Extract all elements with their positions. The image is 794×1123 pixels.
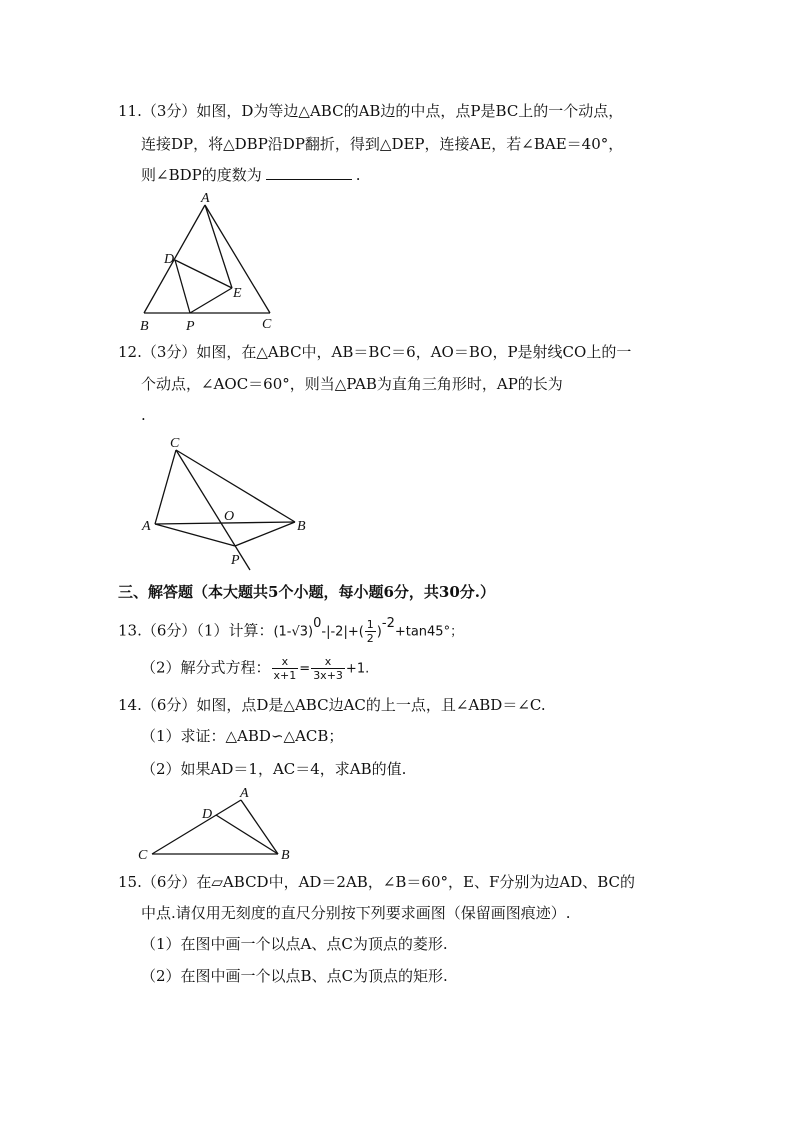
q11-label-a: A xyxy=(201,191,210,206)
q14-label-c: C xyxy=(138,848,148,863)
q14-label-a: A xyxy=(240,786,249,801)
q11-segment-ae xyxy=(205,205,232,288)
q11-segment-pe xyxy=(190,288,232,313)
q15-line-3: （1）在图中画一个以点A、点C为顶点的菱形. xyxy=(141,935,448,953)
q13-fraction-numerator: 1 xyxy=(366,618,374,631)
q11-line-3-period: . xyxy=(355,166,361,184)
q14-line-3: （2）如果AD＝1，AC＝4，求AB的值. xyxy=(141,760,407,778)
q12-side-cb xyxy=(176,450,295,522)
answer-blank[interactable] xyxy=(266,165,352,180)
q12-line-2: 个动点，∠AOC＝60°，则当△PAB为直角三角形时，AP的长为 xyxy=(141,375,563,393)
q13-exponent-zero: 0 xyxy=(313,615,322,631)
q12-label-a: A xyxy=(142,519,151,534)
q12-label-b: B xyxy=(297,519,306,534)
q13-expr-part-2: -|-2|+( xyxy=(321,624,364,640)
q11-label-e: E xyxy=(233,286,242,301)
q12-label-p: P xyxy=(231,553,240,568)
q14-side-ab xyxy=(241,800,278,854)
q11-line-2: 连接DP，将△DBP沿DP翻折，得到△DEP，连接AE，若∠BAE＝40°， xyxy=(141,135,624,153)
q13-exponent-neg-two: -2 xyxy=(381,615,395,631)
q13-expr-part-4: +tan45°； xyxy=(394,624,464,640)
q13-fraction-half xyxy=(365,618,376,645)
q15-line-2: 中点.请仅用无刻度的直尺分别按下列要求画图（保留画图痕迹）. xyxy=(141,904,571,922)
q13-expr-part-3: ) xyxy=(376,624,382,640)
q13-part-2 xyxy=(141,655,369,682)
section-3-title: 三、解答题（本大题共5个小题，每小题6分，共30分.） xyxy=(118,583,495,601)
q13-rhs-denominator: 3x+3 xyxy=(313,669,343,682)
q11-figure xyxy=(130,188,290,338)
q13-equation-tail: +1. xyxy=(345,661,370,677)
q11-label-p: P xyxy=(186,319,195,334)
q11-label-b: B xyxy=(140,319,149,334)
q12-label-c: C xyxy=(170,436,180,451)
q14-segment-db xyxy=(216,815,278,854)
q12-ray-cp xyxy=(176,450,250,570)
q14-label-b: B xyxy=(281,848,290,863)
q12-figure xyxy=(135,430,315,575)
q11-label-d: D xyxy=(164,252,175,267)
q13-lhs-numerator: x xyxy=(272,655,299,669)
q11-segment-de xyxy=(175,260,232,288)
q13-equals-sign: = xyxy=(299,661,311,677)
q11-side-ab xyxy=(144,205,205,313)
q14-figure xyxy=(130,782,300,867)
q13-lhs-denominator: x+1 xyxy=(273,669,297,682)
q13-fraction-denominator: 2 xyxy=(366,632,374,645)
q15-line-1: 15.（6分）在▱ABCD中，AD＝2AB，∠B＝60°，E、F分别为边AD、BC的 xyxy=(118,873,636,891)
q11-label-c: C xyxy=(262,317,272,332)
q13-part-2-prefix: （2）解分式方程： xyxy=(141,658,271,677)
q11-line-3-text: 则∠BDP的度数为 xyxy=(141,166,262,184)
q12-line-3: . xyxy=(141,406,146,424)
q12-line-1: 12.（3分）如图，在△ABC中，AB＝BC＝6，AO＝BO，P是射线CO上的一 xyxy=(118,343,632,361)
q13-prefix: 13.（6分）（1）计算： xyxy=(118,621,274,640)
q11-segment-dp xyxy=(175,260,190,313)
q12-segment-bp xyxy=(235,522,295,546)
q14-side-ca xyxy=(152,800,241,854)
q13-rhs-numerator: x xyxy=(311,655,345,669)
q11-line-3 xyxy=(141,165,361,185)
q13-lhs-fraction xyxy=(272,655,299,682)
q15-line-4: （2）在图中画一个以点B、点C为顶点的矩形. xyxy=(141,967,448,985)
q13-rhs-fraction xyxy=(311,655,345,682)
q14-label-d: D xyxy=(202,807,213,822)
q13-part-1 xyxy=(118,615,464,645)
q11-line-1: 11.（3分）如图，D为等边△ABC的AB边的中点，点P是BC上的一个动点， xyxy=(118,102,624,120)
q12-label-o: O xyxy=(224,509,235,524)
q12-side-ca xyxy=(155,450,176,524)
q14-line-2: （1）求证：△ABD∽△ACB； xyxy=(141,727,344,745)
q13-expr-part-1: (1-√3) xyxy=(273,624,314,640)
q14-line-1: 14.（6分）如图，点D是△ABC边AC的上一点，且∠ABD＝∠C. xyxy=(118,696,546,714)
